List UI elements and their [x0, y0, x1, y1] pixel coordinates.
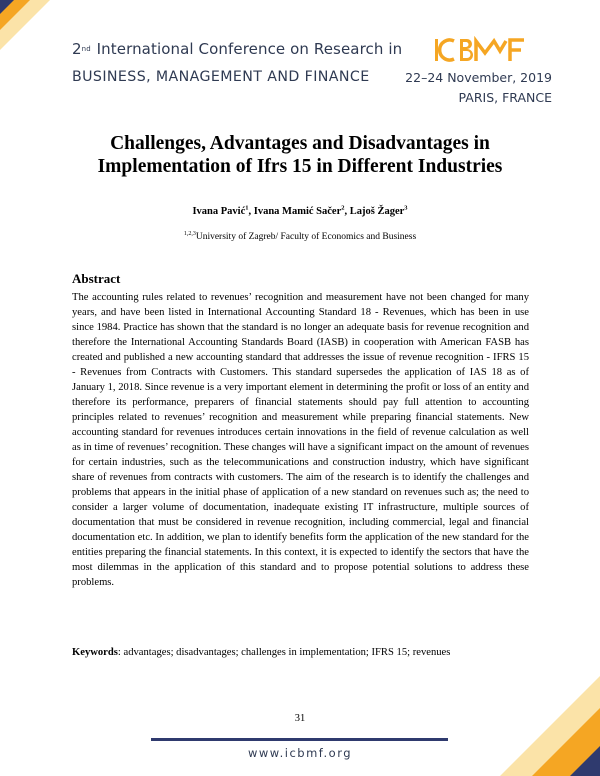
conference-dates: 22–24 November, 2019: [405, 70, 552, 85]
author-affiliation: [60, 232, 540, 242]
author-affiliation-mark: 1: [245, 204, 249, 212]
icbmf-logo: [434, 36, 526, 66]
conference-topics: BUSINESS, MANAGEMENT AND FINANCE: [72, 69, 370, 85]
keywords-value: advantages; disadvantages; challenges in implementation; IFRS 15; revenues: [120, 647, 451, 658]
author-affiliation-mark: 3: [404, 204, 408, 212]
author-name: Lajoš Žager: [349, 206, 405, 217]
conference-ordinal-suffix: nd: [81, 45, 91, 53]
page-number: 31: [294, 713, 306, 724]
author-list: [60, 206, 540, 217]
conference-name-text: International Conference on Research in: [96, 40, 403, 58]
conference-name: [72, 40, 402, 58]
affiliation-text: University of Zagreb/ Faculty of Economics and Business: [195, 232, 417, 242]
corner-decoration-top-left: [0, 0, 60, 60]
affiliation-marks: 1,2,3: [183, 230, 196, 237]
conference-location: PARIS, FRANCE: [458, 90, 552, 105]
author-name: Ivana Pavić: [192, 206, 246, 217]
paper-title-line-1: Challenges, Advantages and Disadvantages in: [110, 133, 490, 154]
abstract-heading: Abstract: [72, 271, 121, 286]
conference-ordinal: 2: [72, 40, 82, 58]
abstract-body: The accounting rules related to revenues’ recognition and measurement have not been changed for many years, and have been listed in International Accounting Standard 18 - Revenues, which has been in use since 1984. Practice has shown that the standard is no longer an adequate basis for revenue recognition and therefore the International Accounting Standards Board (IASB) in cooperation with American FASB has created and published a new accounting standard that addresses the issue of revenue recognition - IFRS 15 - Revenues from Contracts with Customers. This standard supersedes the application of IAS 18 as of January 1, 2018. Since revenue is a very important element in determining the profit or loss of an entity and therefore its performance, preparers of financial statements should pay full attention to accounting principles related to revenues’ recognition and measurement while preparing financial statements. New accounting standard for revenues introduces certain innovations in the field of revenue calculation as well as in time of revenues’ recognition. These changes will have a significant impact on the amount of revenues for certain industries, such as the telecommunications and construction industry, which have significant share of revenues from contracts with customers. The aim of the research is to identify the challenges and problems that appears in the initial phase of application of a new standard on revenues such as; the need to consider a larger volume of documentation, inadequate existing IT infrastructure, multiple sources of documentation that must be considered in revenue recognition, including commercial, legal and financial documentation etc. In addition, we plan to identify benefits form the application of the new standard for the entities preparing the financial statements. In this context, it is expected to identify the sectors that have the most dilemmas in the application of this standard and to propose potential solutions to address these problems.: [72, 292, 529, 588]
footer-divider: [151, 738, 448, 741]
footer-url: www.icbmf.org: [247, 746, 353, 760]
keywords-colon: :: [117, 647, 121, 658]
author-name: Ivana Mamić Sačer: [253, 206, 342, 217]
keywords-line: [72, 647, 532, 658]
author-affiliation-mark: 2: [341, 204, 345, 212]
keywords-label: Keywords: [72, 647, 118, 658]
paper-title: [60, 132, 540, 178]
author-separator: ,: [248, 206, 252, 217]
author-separator: ,: [344, 206, 348, 217]
paper-title-line-2: Implementation of Ifrs 15 in Different Industries: [97, 156, 503, 177]
